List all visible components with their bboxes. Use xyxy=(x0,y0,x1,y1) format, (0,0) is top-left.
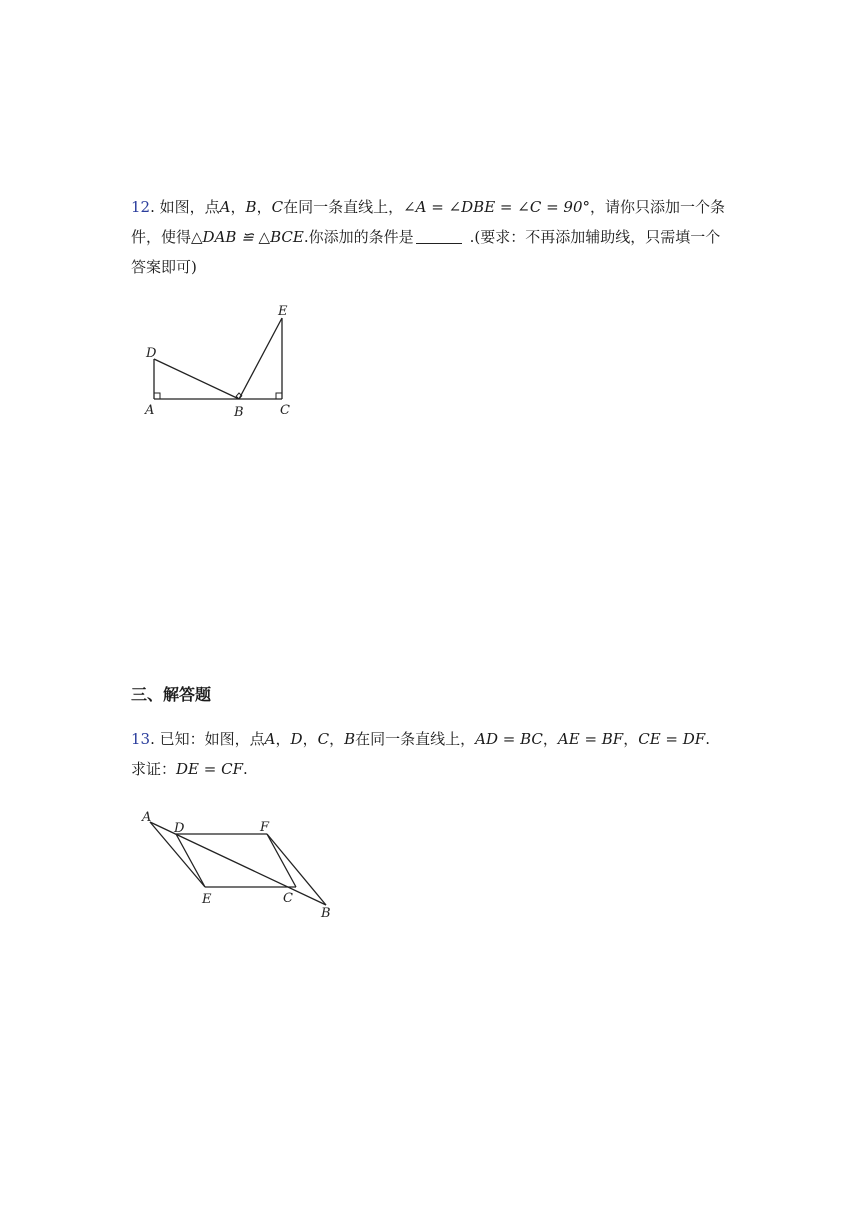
point-c: C xyxy=(271,198,284,216)
comma: ， xyxy=(623,730,639,748)
comma: ， xyxy=(256,198,272,216)
label-d: D xyxy=(174,821,185,836)
congruence-statement: △DAB ≌ △BCE xyxy=(191,228,304,246)
segment-be xyxy=(239,318,282,399)
prove-label: 求证： xyxy=(131,760,177,778)
problem-text: 在同一条直线上， xyxy=(355,730,476,748)
problem-text: 已知：如图，点 xyxy=(159,730,265,748)
problem-12 xyxy=(131,192,731,282)
label-f: F xyxy=(260,820,270,835)
label-e: E xyxy=(202,892,212,907)
comma: ， xyxy=(275,730,291,748)
comma: ， xyxy=(329,730,345,748)
label-d: D xyxy=(146,346,157,361)
point-c: C xyxy=(317,730,330,748)
period: . xyxy=(242,760,248,778)
prove-statement: DE = CF xyxy=(176,760,243,778)
comma: ， xyxy=(302,730,318,748)
answer-blank[interactable] xyxy=(416,227,462,244)
label-a: A xyxy=(142,810,152,825)
right-angle-mark-a xyxy=(154,393,160,399)
point-b: B xyxy=(245,198,257,216)
figure-problem-13 xyxy=(130,806,350,921)
point-a: A xyxy=(264,730,276,748)
label-b: B xyxy=(234,405,244,420)
period: . xyxy=(705,730,710,748)
equation-ae-bf: AE = BF xyxy=(557,730,624,748)
figure-problem-12 xyxy=(130,298,310,423)
point-a: A xyxy=(219,198,231,216)
problem-text: 如图，点 xyxy=(159,198,220,216)
label-e: E xyxy=(278,304,288,319)
equation-ad-bc: AD = BC xyxy=(475,730,543,748)
comma: ， xyxy=(230,198,246,216)
number-separator: . xyxy=(150,198,155,216)
point-d: D xyxy=(290,730,303,748)
number-separator: . xyxy=(150,730,155,748)
segment-db xyxy=(154,359,239,399)
point-b: B xyxy=(344,730,356,748)
question-number: 13 xyxy=(131,730,151,748)
problem-text: .你添加的条件是 xyxy=(303,228,414,246)
problem-text: 在同一条直线上， xyxy=(283,198,404,216)
label-a: A xyxy=(145,403,155,418)
problem-text: .(要求：不再添加辅助线，只需填一个答案即可) xyxy=(131,228,721,276)
angle-equation: ∠A = ∠DBE = ∠C = 90° xyxy=(403,198,590,216)
segment-bf xyxy=(267,834,326,905)
label-c: C xyxy=(280,403,290,418)
section-heading: 三、解答题 xyxy=(131,685,212,704)
equation-ce-df: CE = DF xyxy=(638,730,706,748)
question-number: 12 xyxy=(131,198,151,216)
right-angle-mark-c xyxy=(276,393,282,399)
problem-13 xyxy=(131,724,731,784)
problem-text: ，请你只添加一个条件，使得 xyxy=(131,198,726,246)
comma: ， xyxy=(542,730,558,748)
label-c: C xyxy=(283,891,293,906)
label-b: B xyxy=(321,906,331,921)
segment-de xyxy=(176,834,205,887)
